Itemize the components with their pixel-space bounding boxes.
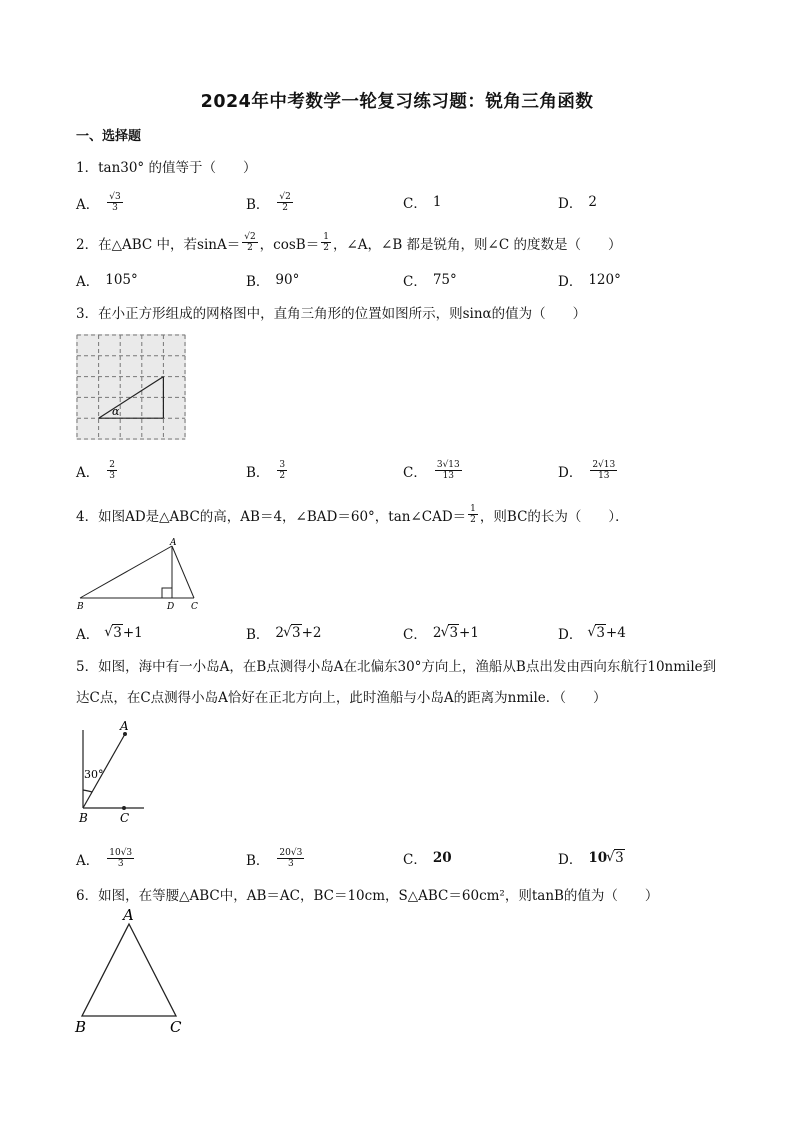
alpha-label: α: [112, 405, 120, 418]
q3-option-d: D． $\frac{2√13}{13}$: [558, 460, 616, 481]
q3-option-c: C． $\frac{3√13}{13}$: [403, 460, 460, 481]
q1-option-b: B． $\frac{√2}{2}$: [246, 192, 291, 213]
q2-option-d: D． 120°: [558, 272, 621, 290]
fraction: $\frac{√2}{2}$: [279, 192, 291, 213]
svg-text:B: B: [79, 811, 88, 825]
question-1: 1．tan30° 的值等于（ ）: [76, 160, 257, 176]
svg-text:A: A: [120, 719, 129, 733]
q4-triangle-figure: [74, 536, 204, 614]
question-4: 4．如图AD是△ABC的高，AB＝4，∠BAD＝60°，tan∠CAD＝ $\frac{1}{2}$ ，则BC的长为（ ）．: [76, 504, 629, 525]
fraction: $\frac{√3}{3}$: [109, 192, 121, 213]
q4-option-a: A． √ 3 +1: [76, 623, 143, 643]
q5-bearing-figure: [74, 718, 154, 830]
svg-text:30°: 30°: [84, 768, 104, 781]
svg-text:B: B: [75, 1018, 87, 1036]
q3-option-a: A． $\frac{2}{3}$: [76, 460, 115, 481]
q6-isosceles-figure: [72, 906, 192, 1036]
fraction: $\frac{20√3}{3}$: [279, 848, 303, 869]
svg-text:A: A: [123, 906, 134, 924]
q5-option-b: B． $\frac{20√3}{3}$: [246, 848, 303, 869]
fraction: $\frac{3√13}{13}$: [436, 460, 460, 481]
q1-option-d: D． 2: [558, 194, 597, 212]
svg-text:A: A: [170, 538, 177, 548]
q1-option-a: A． $\frac{√3}{3}$: [76, 192, 121, 213]
fraction: $\frac{2}{3}$: [109, 460, 115, 481]
q5-option-c: C． 20: [403, 850, 452, 868]
svg-text:B: B: [77, 602, 84, 612]
fraction: $\frac{1}{2}$: [323, 232, 329, 253]
fraction: $\frac{1}{2}$: [470, 504, 476, 525]
q4-option-d: D． √ 3 +4: [558, 623, 626, 643]
svg-text:C: C: [191, 602, 198, 612]
q1-option-c: C． 1: [403, 194, 442, 212]
q3-option-b: B． $\frac{3}{2}$: [246, 460, 286, 481]
question-2: 2．在△ABC 中，若sinA＝ $\frac{√2}{2}$ ，cosB＝ $\frac{1}{2}$ ，∠A，∠B 都是锐角，则∠C 的度数是（ ）: [76, 232, 622, 253]
q2-option-c: C． 75°: [403, 272, 457, 290]
fraction: $\frac{√2}{2}$: [244, 232, 256, 253]
q2-option-a: A． 105°: [76, 272, 138, 290]
question-6: 6．如图，在等腰△ABC中，AB＝AC，BC＝10cm，S△ABC＝60cm²，则tanB的值为（ ）: [76, 888, 659, 904]
question-3: 3．在小正方形组成的网格图中，直角三角形的位置如图所示，则sinα的值为（ ）: [76, 306, 587, 322]
q4-option-c: C． 2 √ 3 +1: [403, 623, 479, 643]
page-title: 2024年中考数学一轮复习练习题：锐角三角函数: [200, 92, 594, 112]
svg-text:C: C: [120, 811, 130, 825]
q5-option-a: A． $\frac{10√3}{3}$: [76, 848, 133, 869]
q2-option-b: B． 90°: [246, 272, 300, 290]
svg-text:D: D: [167, 602, 175, 612]
q5-option-d: D． 10 √ 3: [558, 848, 625, 868]
fraction: $\frac{10√3}{3}$: [109, 848, 133, 869]
svg-text:C: C: [170, 1018, 182, 1036]
question-5-line-1: 5．如图，海中有一小岛A，在B点测得小岛A在北偏东30°方向上，渔船从B点出发由西向东航行10nmile到: [76, 659, 717, 675]
q3-grid-figure: [76, 334, 186, 440]
fraction: $\frac{3}{2}$: [279, 460, 286, 481]
fraction: $\frac{2√13}{13}$: [592, 460, 616, 481]
question-5-line-2: 达C点，在C点测得小岛A恰好在正北方向上，此时渔船与小岛A的距离为nmile．（ ）: [76, 690, 607, 706]
q4-option-b: B． 2 √ 3 +2: [246, 623, 322, 643]
section-heading: 一、选择题: [76, 129, 142, 144]
